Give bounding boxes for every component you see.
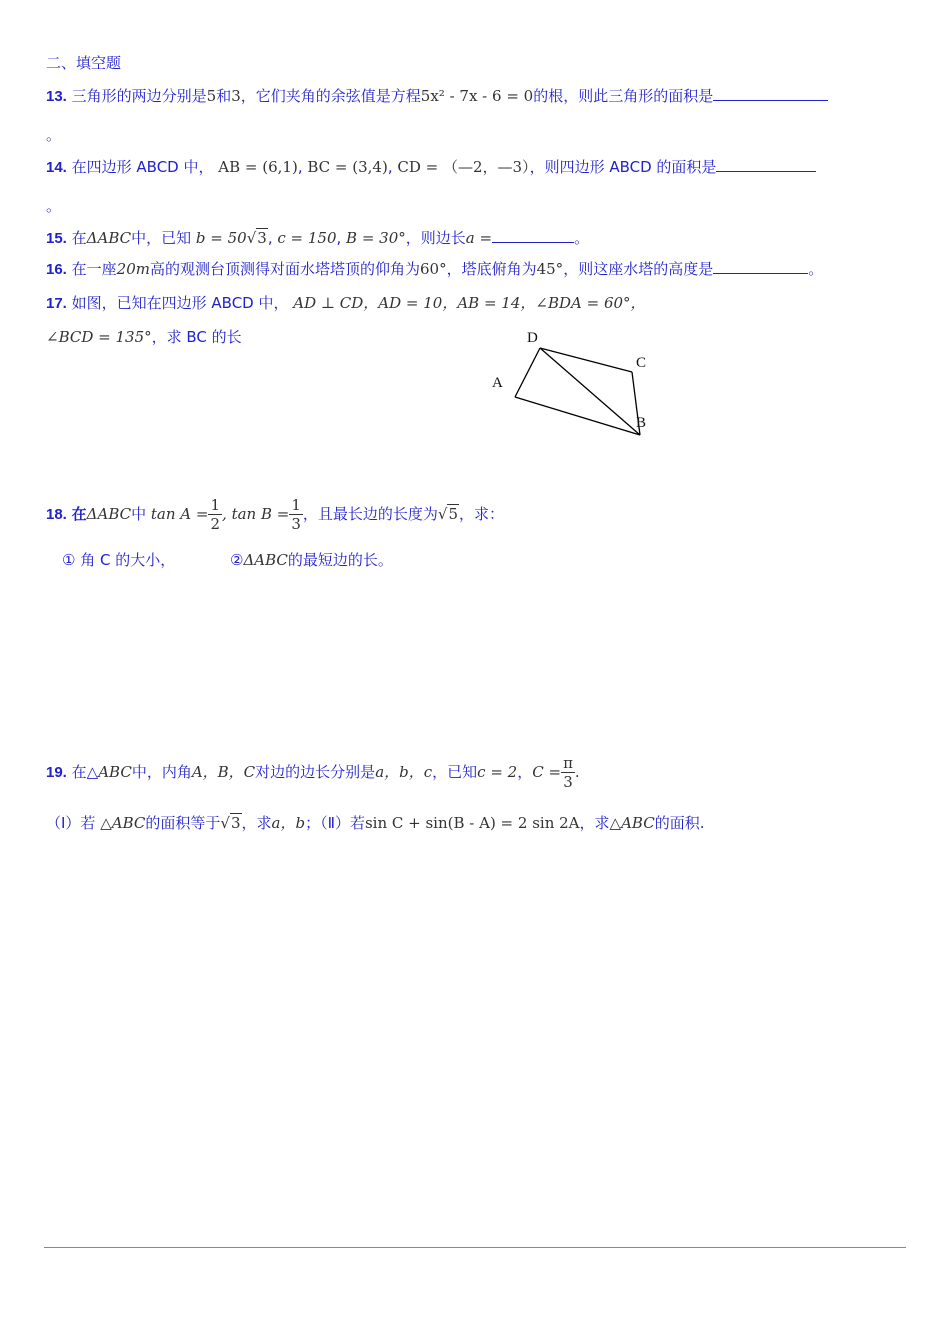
question-18-sub2: ②ΔABC的最短边的长。 — [230, 551, 393, 569]
question-number: 15. — [46, 230, 67, 247]
q14-end: 。 — [46, 197, 62, 215]
question-number: 19. — [46, 764, 67, 781]
vector-cd: CD = （—2，—3） — [397, 158, 530, 176]
question-number: 17. — [46, 295, 67, 312]
triangle-abc: △ABC — [100, 814, 146, 832]
answer-blank[interactable] — [713, 86, 828, 101]
answer-blank[interactable] — [716, 157, 816, 172]
vertex-label-d: D — [527, 330, 538, 346]
q13-end: 。 — [46, 126, 62, 144]
vertex-label-c: C — [636, 355, 647, 371]
sqrt-symbol: √3 — [220, 814, 241, 832]
sqrt-symbol: √3 — [246, 229, 267, 247]
vertex-label-b: B — [636, 415, 647, 431]
question-number: 18. — [46, 506, 67, 523]
question-16: 16. 在一座20m高的观测台顶测得对面水塔塔顶的仰角为60°，塔底俯角为45°，则这座水塔的高度是 。 — [46, 260, 824, 278]
edge-ad — [515, 348, 540, 397]
triangle-abc: △ABC — [609, 814, 655, 832]
question-number: 14. — [46, 159, 67, 176]
equation: 5x² - 7x - 6 = 0 — [420, 87, 534, 105]
quadrilateral-figure — [480, 325, 680, 450]
answer-blank[interactable] — [713, 259, 808, 274]
fraction: $\frac{1}{3}$ — [291, 496, 301, 533]
vertex-label-a: A — [492, 375, 503, 391]
footer-divider — [44, 1247, 906, 1248]
question-number: 16. — [46, 261, 67, 278]
question-18-sub1: ① 角 C 的大小， — [62, 551, 176, 569]
question-15: 15. 在ΔABC中，已知 b = 50√3, c = 150, B = 30°，则边长a = 。 — [46, 229, 590, 247]
fraction: $\frac{1}{2}$ — [210, 496, 221, 533]
question-13: 13. 三角形的两边分别是5和3，它们夹角的余弦值是方程5x² - 7x - 6 = 0的根，则此三角形的面积是 — [46, 85, 828, 106]
vector-ab: AB = (6,1) — [218, 158, 298, 176]
question-number: 13. — [46, 88, 67, 105]
question-17: 17. 如图，已知在四边形 ABCD 中， AD ⊥ CD，AD = 10，AB = 14，∠BDA = 60°， — [46, 294, 646, 312]
question-19: 19. 在△ABC中，内角A，B，C对边的边长分别是a，b，c，已知c = 2，C = $\frac{\pi}{3}$ . — [46, 754, 580, 791]
question-18: 18. 在ΔABC中 tan A = $\frac{1}{2}$ , tan B = $\frac{1}{3}$ ，且最长边的长度为√5，求： — [46, 496, 505, 533]
answer-blank[interactable] — [492, 228, 574, 243]
question-14: 14. 在四边形 ABCD 中， AB = (6,1), BC = (3,4), CD = （—2，—3），则四边形 ABCD 的面积是 — [46, 156, 816, 177]
question-19-parts: （Ⅰ）若 △ABC的面积等于√3，求a，b；（Ⅱ）若sin C + sin(B - A) = 2 sin 2A，求△ABC的面积. — [46, 814, 705, 832]
section-title: 二、填空题 — [46, 54, 122, 72]
edge-ab — [515, 397, 640, 435]
question-17-line2: ∠BCD = 135°，求 BC 的长 — [46, 328, 242, 346]
vector-bc: BC = (3,4) — [307, 158, 388, 176]
fraction: $\frac{\pi}{3}$ — [563, 754, 573, 791]
sqrt-symbol: √5 — [437, 505, 458, 523]
